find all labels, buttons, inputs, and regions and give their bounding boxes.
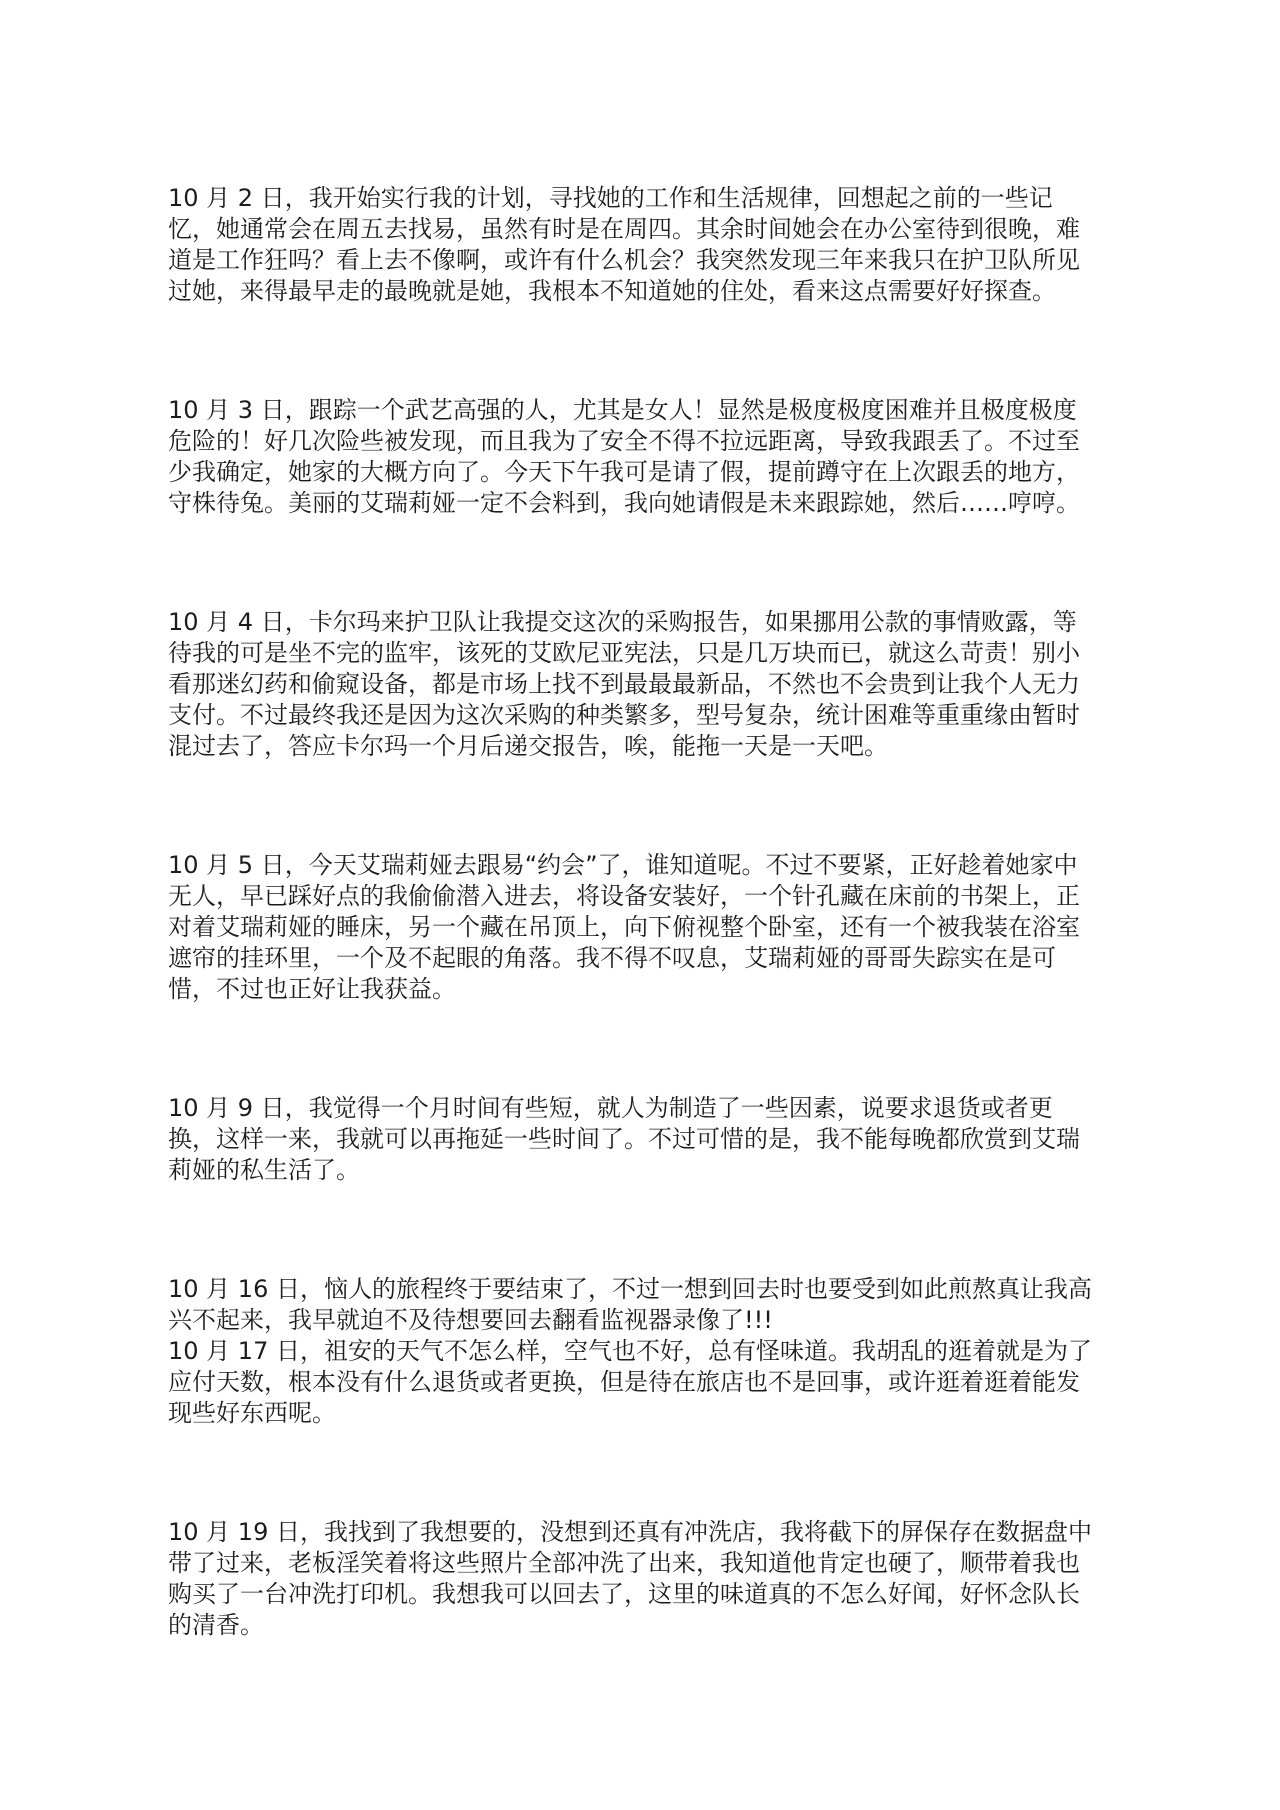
diary-entry-oct-3: 10 月 3 日，跟踪一个武艺高强的人，尤其是女人！显然是极度极度困难并且极度极度危险的！好几次险些被发现，而且我为了安全不得不拉远距离，导致我跟丢了。不过至少我确定，她家的大概方向了。今天下午我可是请了假，提前蹲守在上次跟丢的地方，守株待兔。美丽的艾瑞莉娅一定不会料到，我向她请假是未来跟踪她，然后……哼哼。 bbox=[168, 396, 1080, 517]
diary-block-oct-19 bbox=[168, 1517, 1096, 1641]
diary-block-oct-5 bbox=[168, 850, 1096, 1005]
diary-block-oct-16-17 bbox=[168, 1274, 1096, 1429]
diary-entry-oct-4: 10 月 4 日，卡尔玛来护卫队让我提交这次的采购报告，如果挪用公款的事情败露，等待我的可是坐不完的监牢，该死的艾欧尼亚宪法，只是几万块而已，就这么苛责！别小看那迷幻药和偷窥设备，都是市场上找不到最最最新品，不然也不会贵到让我个人无力支付。不过最终我还是因为这次采购的种类繁多，型号复杂，统计困难等重重缘由暂时混过去了，答应卡尔玛一个月后递交报告，唉，能拖一天是一天吧。 bbox=[168, 608, 1080, 760]
diary-block-oct-4 bbox=[168, 607, 1096, 762]
diary-block-oct-9 bbox=[168, 1093, 1096, 1186]
diary-entry-oct-16: 10 月 16 日，恼人的旅程终于要结束了，不过一想到回去时也要受到如此煎熬真让我高兴不起来，我早就迫不及待想要回去翻看监视器录像了!!! bbox=[168, 1275, 1092, 1334]
diary-entry-oct-9: 10 月 9 日，我觉得一个月时间有些短，就人为制造了一些因素，说要求退货或者更换，这样一来，我就可以再拖延一些时间了。不过可惜的是，我不能每晚都欣赏到艾瑞莉娅的私生活了。 bbox=[168, 1094, 1080, 1184]
diary-entry-oct-5: 10 月 5 日，今天艾瑞莉娅去跟易“约会”了，谁知道呢。不过不要紧，正好趁着她家中无人，早已踩好点的我偷偷潜入进去，将设备安装好，一个针孔藏在床前的书架上，正对着艾瑞莉娅的睡床，另一个藏在吊顶上，向下俯视整个卧室，还有一个被我装在浴室遮帘的挂环里，一个及不起眼的角落。我不得不叹息，艾瑞莉娅的哥哥失踪实在是可惜，不过也正好让我获益。 bbox=[168, 851, 1080, 1003]
diary-entry-oct-17: 10 月 17 日，祖安的天气不怎么样，空气也不好，总有怪味道。我胡乱的逛着就是为了应付天数，根本没有什么退货或者更换，但是待在旅店也不是回事，或许逛着逛着能发现些好东西呢。 bbox=[168, 1337, 1092, 1427]
diary-entry-oct-19: 10 月 19 日，我找到了我想要的，没想到还真有冲洗店，我将截下的屏保存在数据盘中带了过来，老板淫笑着将这些照片全部冲洗了出来，我知道他肯定也硬了，顺带着我也购买了一台冲洗打印机。我想我可以回去了，这里的味道真的不怎么好闻，好怀念队长的清香。 bbox=[168, 1518, 1092, 1639]
diary-block-oct-3 bbox=[168, 395, 1096, 519]
diary-entry-oct-2: 10 月 2 日，我开始实行我的计划，寻找她的工作和生活规律，回想起之前的一些记忆，她通常会在周五去找易，虽然有时是在周四。其余时间她会在办公室待到很晚，难道是工作狂吗？看上去不像啊，或许有什么机会？我突然发现三年来我只在护卫队所见过她，来得最早走的最晚就是她，我根本不知道她的住处，看来这点需要好好探查。 bbox=[168, 184, 1080, 305]
diary-block-oct-2 bbox=[168, 183, 1096, 307]
diary-text-column bbox=[168, 183, 1096, 1729]
